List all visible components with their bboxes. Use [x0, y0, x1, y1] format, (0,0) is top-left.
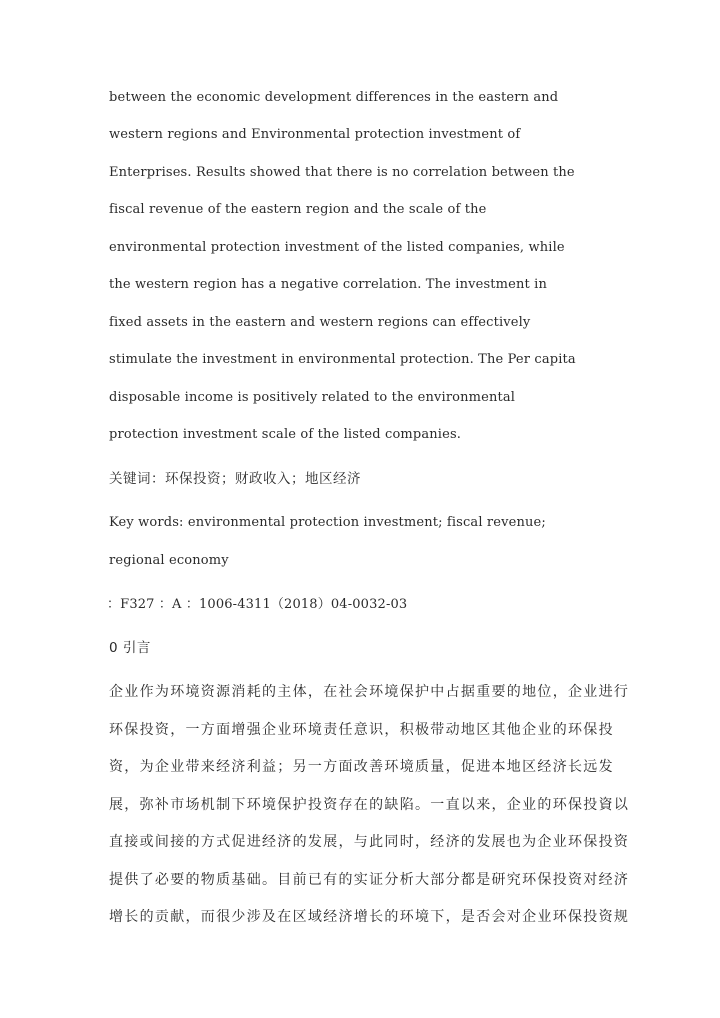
abstract-line: fiscal revenue of the eastern region and the scale of the [109, 202, 487, 217]
abstract-line: the western region has a negative correlation. The investment in [109, 277, 547, 292]
intro-line: 增长的贡献，而很少涉及在区域经济增长的环境下，是否会对企业环保投资规 [109, 909, 630, 925]
intro-line: 提供了必要的物质基础。目前已有的实证分析大部分都是研究环保投资对经济 [109, 872, 630, 888]
abstract-line: protection investment scale of the listed companies. [109, 427, 462, 442]
intro-line: 展，弥补市场机制下环境保护投资存在的缺陷。一直以来，企业的环保投資以 [109, 797, 630, 813]
classification-codes: ：F327 ：A ：1006-4311（2018）04-0032-03 [107, 597, 408, 612]
keywords-chinese: 关键词：环保投资；财政收入；地区经济 [109, 471, 361, 487]
abstract-line: between the economic development differences in the eastern and [109, 90, 559, 105]
keywords-english-line: Key words: environmental protection investment; fiscal revenue; [109, 515, 546, 530]
intro-line: 环保投资，一方面增强企业环境责任意识，积极带动地区其他企业的环保投 [109, 722, 614, 738]
abstract-line: fixed assets in the eastern and western regions can effectively [109, 315, 531, 330]
abstract-line: environmental protection investment of the listed companies, while [109, 240, 565, 255]
intro-line: 直接或间接的方式促进经济的发展，与此同时，经济的发展也为企业环保投资 [109, 834, 630, 850]
abstract-line: disposable income is positively related to the environmental [109, 390, 516, 405]
abstract-line: stimulate the investment in environmental protection. The Per capita [109, 352, 576, 367]
section-heading: 0 引言 [109, 640, 151, 656]
intro-line: 企业作为环境资源消耗的主体，在社会环境保护中占据重要的地位，企业进行 [109, 684, 630, 700]
abstract-line: Enterprises. Results showed that there is no correlation between the [109, 165, 575, 180]
intro-line: 资，为企业带来经济利益；另一方面改善环境质量，促进本地区经济长远发 [109, 759, 614, 775]
abstract-line: western regions and Environmental protection investment of [109, 127, 521, 142]
keywords-english-line: regional economy [109, 553, 229, 568]
